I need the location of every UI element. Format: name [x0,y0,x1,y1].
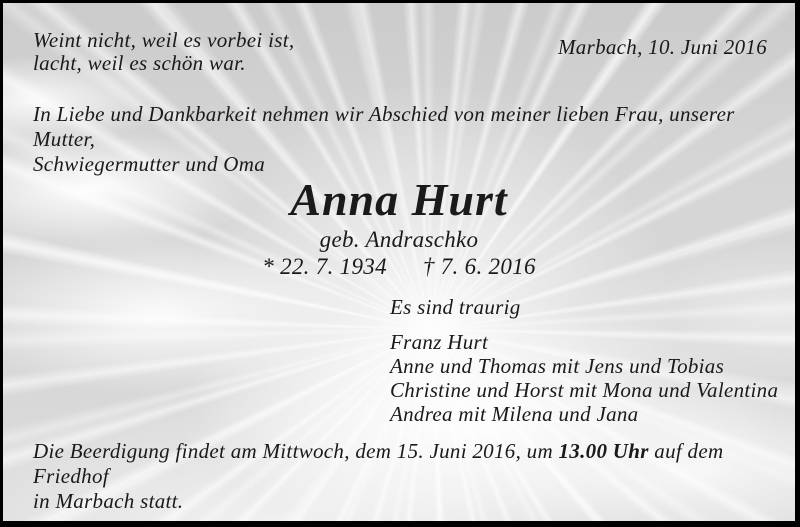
intro-line-1: In Liebe und Dankbarkeit nehmen wir Abschied von meiner lieben Frau, unserer Mutter, [33,102,735,151]
mourner-line: Christine und Horst mit Mona und Valentina [390,378,779,402]
clouds-rays-background [3,3,795,521]
mourners-block [390,295,778,426]
mourner-line: Anne und Thomas mit Jens und Tobias [390,354,725,378]
funeral-info [33,439,795,514]
epigraph [33,29,294,75]
birth-date: * 22. 7. 1934 [262,254,387,279]
mourners-heading: Es sind traurig [390,295,521,319]
intro-paragraph [33,102,795,177]
mourner-line: Andrea mit Milena und Jana [390,402,639,426]
intro-line-2: Schwiegermutter und Oma [33,152,266,176]
funeral-line-1 [33,439,795,489]
place-dateline: Marbach, 10. Juni 2016 [558,35,767,59]
death-date: † 7. 6. 2016 [422,254,536,279]
mourner-line: Franz Hurt [390,330,489,354]
funeral-text-pre: Die Beerdigung findet am Mittwoch, dem 15. Juni 2016, um [33,439,559,463]
funeral-time: 13.00 Uhr [558,439,649,463]
epigraph-line-2: lacht, weil es schön war. [33,51,246,75]
funeral-text-post: auf dem Friedhof [33,439,724,488]
deceased-name: Anna Hurt [290,174,508,225]
epigraph-line-1: Weint nicht, weil es vorbei ist, [33,28,295,52]
life-dates [3,254,795,280]
maiden-name: geb. Andraschko [319,227,479,252]
funeral-line-2: in Marbach statt. [33,489,184,513]
